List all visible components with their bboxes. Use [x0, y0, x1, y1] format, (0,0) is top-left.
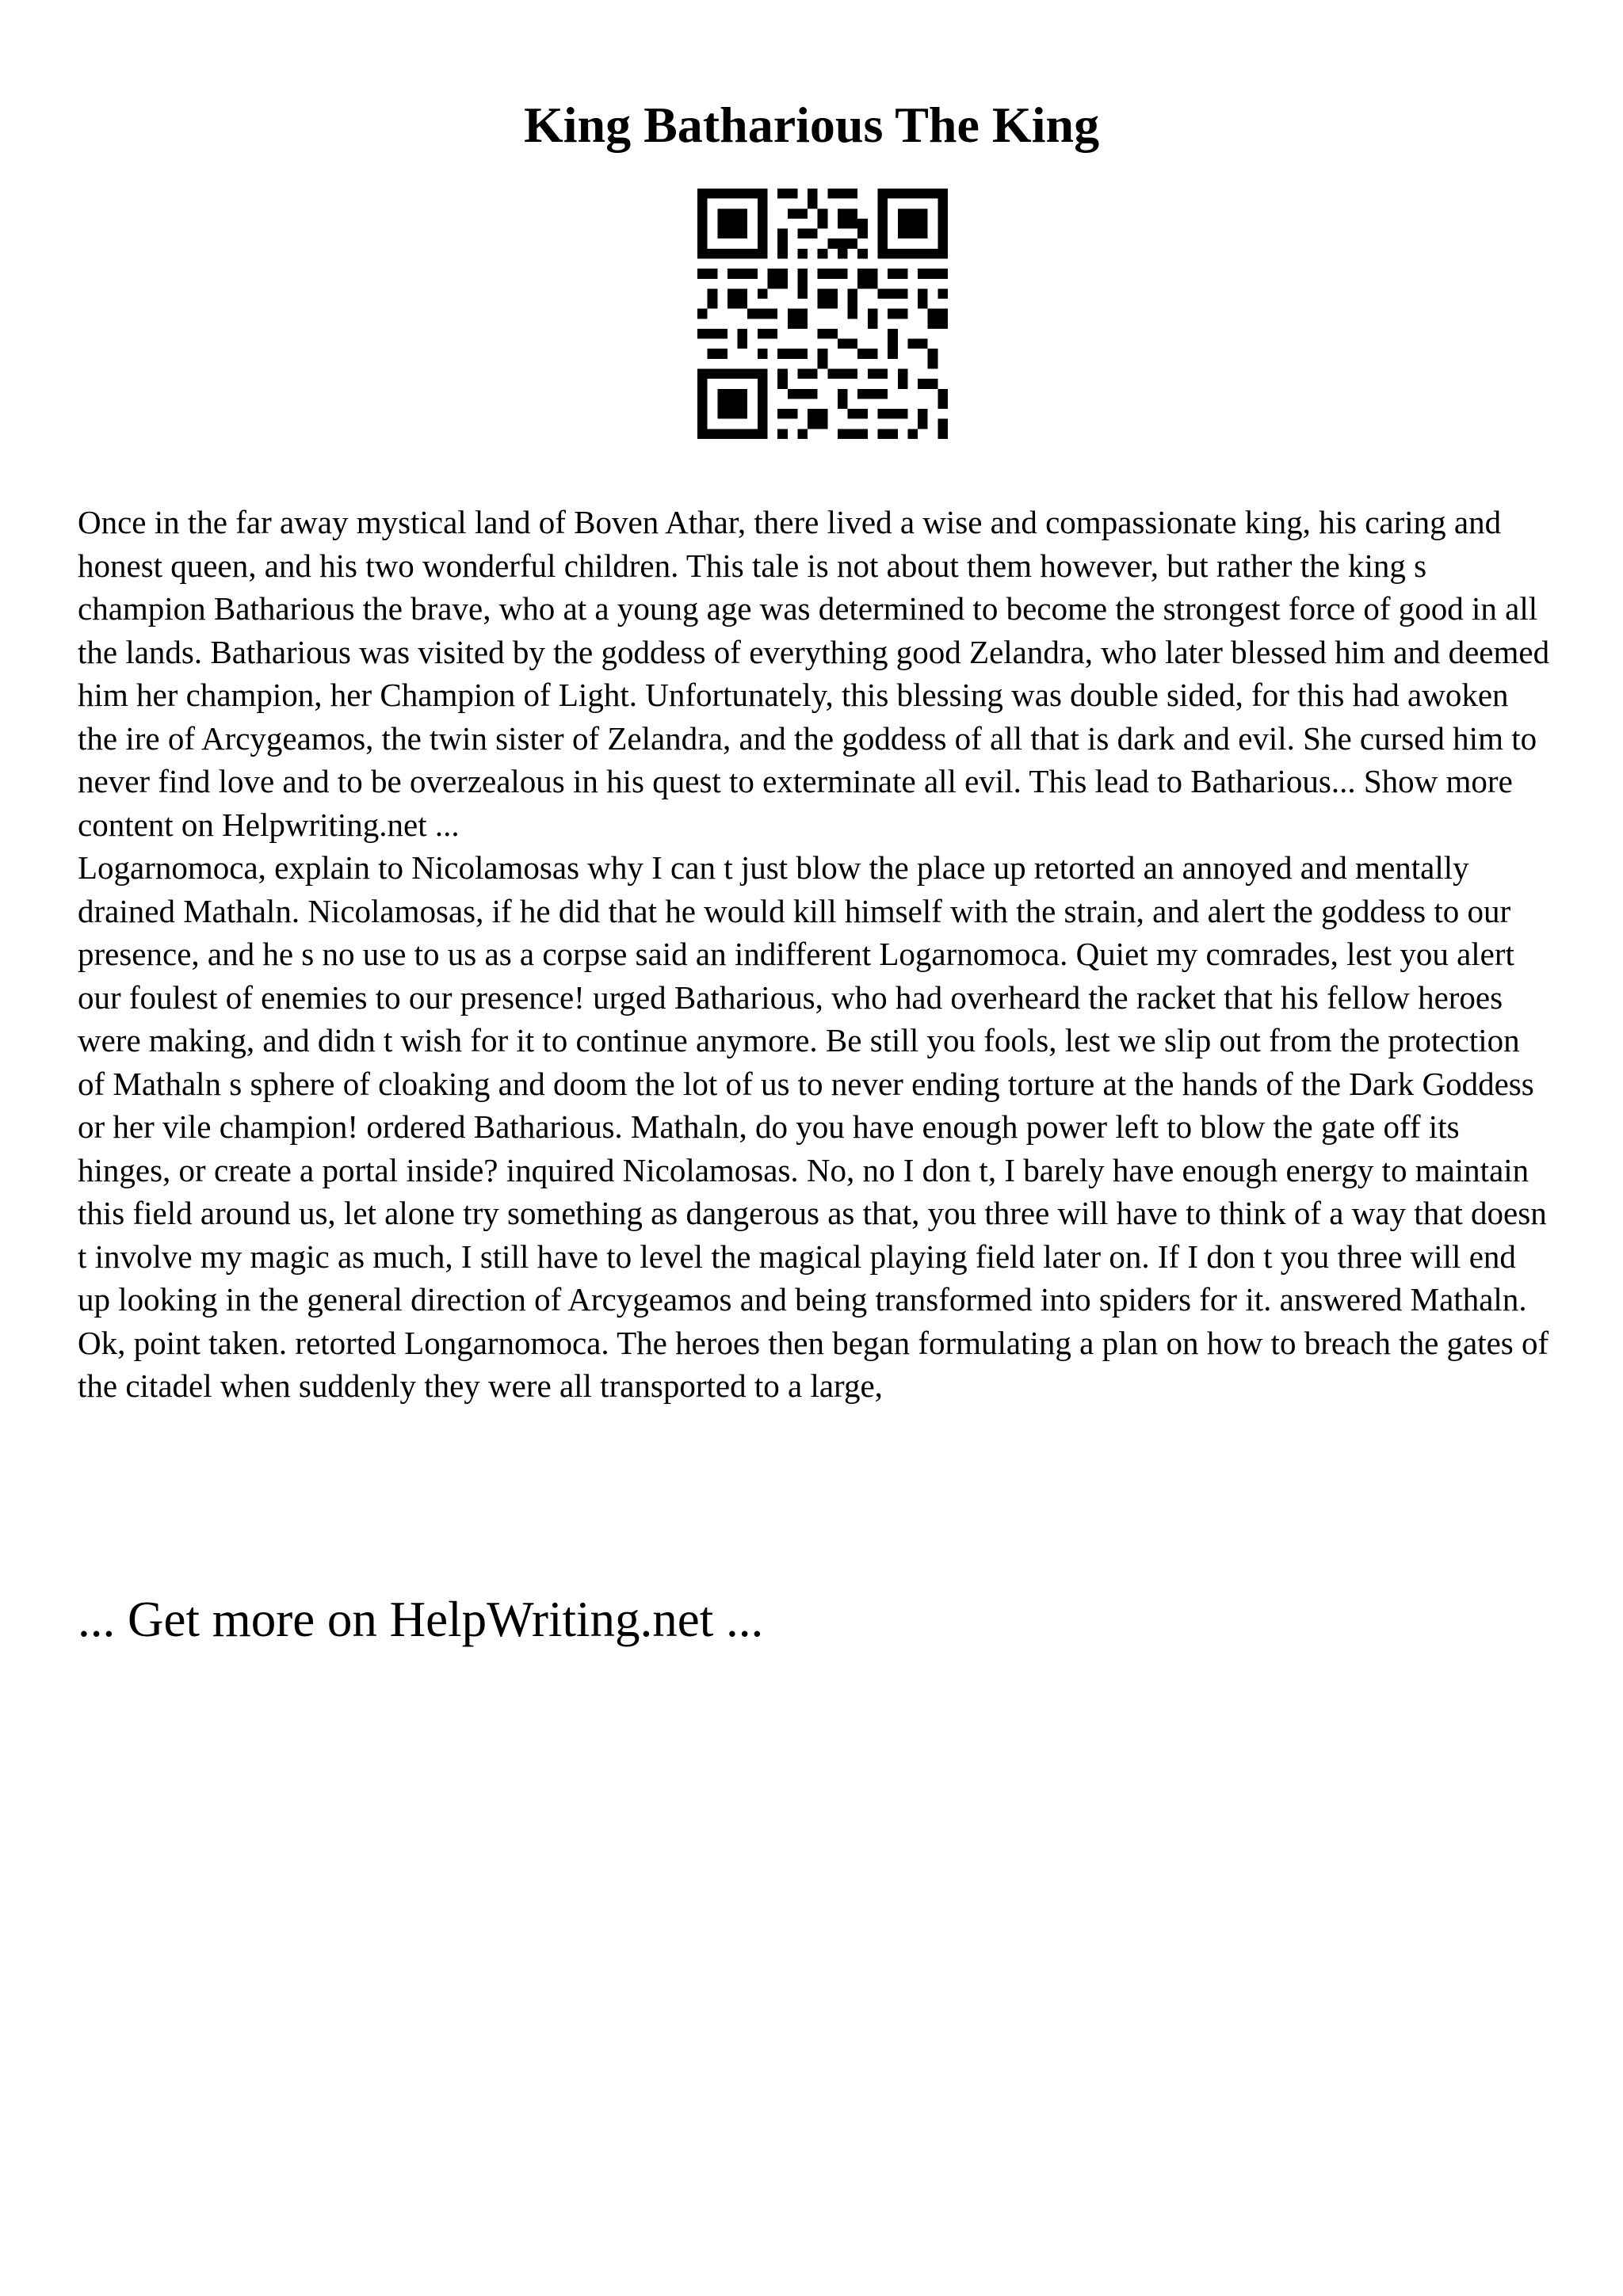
paragraph: Once in the far away mystical land of Boven Athar, there lived a wise and compassionate king, his caring and honest queen, and his two wonderful children. This tale is not about them however, but rather the king s champion Batharious the brave, who at a young age was determined to become the strongest force of good in all the lands. Batharious was visited by the goddess of everything good Zelandra, who later blessed him and deemed him her champion, her Champion of Light. Unfortunately, this blessing was double sided, for this had awoken the ire of Arcygeamos, the twin sister of Zelandra, and the goddess of all that is dark and evil. She cursed him to never find love and to be overzealous in his quest to exterminate all evil. This lead to Batharious... Show more content on Helpwriting.net ... [78, 504, 1550, 843]
more-content-link[interactable]: ... Get more on HelpWriting.net ... [78, 1592, 764, 1647]
document-body [78, 501, 1552, 1408]
qr-code-icon [697, 189, 948, 439]
document-title: King Batharious The King [523, 97, 1100, 153]
paragraph: Logarnomoca, explain to Nicolamosas why I can t just blow the place up retorted an annoyed and mentally drained Mathaln. Nicolamosas, if he did that he would kill himself with the strain, and alert the goddess to our presence, and he s no use to us as a corpse said an indifferent Logarnomoca. Quiet my comrades, lest you alert our foulest of enemies to our presence! urged Batharious, who had overheard the racket that his fellow heroes were making, and didn t wish for it to continue anymore. Be still you fools, lest we slip out from the protection of Mathaln s sphere of cloaking and doom the lot of us to never ending torture at the hands of the Dark Goddess or her vile champion! ordered Batharious. Mathaln, do you have enough power left to blow the gate off its hinges, or create a portal inside? inquired Nicolamosas. No, no I don t, I barely have enough energy to maintain this field around us, let alone try something as dangerous as that, you three will have to think of a way that doesn t involve my magic as much, I still have to level the magical playing field later on. If I don t you three will end up looking in the general direction of Arcygeamos and being transformed into spiders for it. answered Mathaln. Ok, point taken. retorted Longarnomoca. The heroes then began formulating a plan on how to breach the gates of the citadel when suddenly they were all transported to a large, [78, 849, 1549, 1404]
